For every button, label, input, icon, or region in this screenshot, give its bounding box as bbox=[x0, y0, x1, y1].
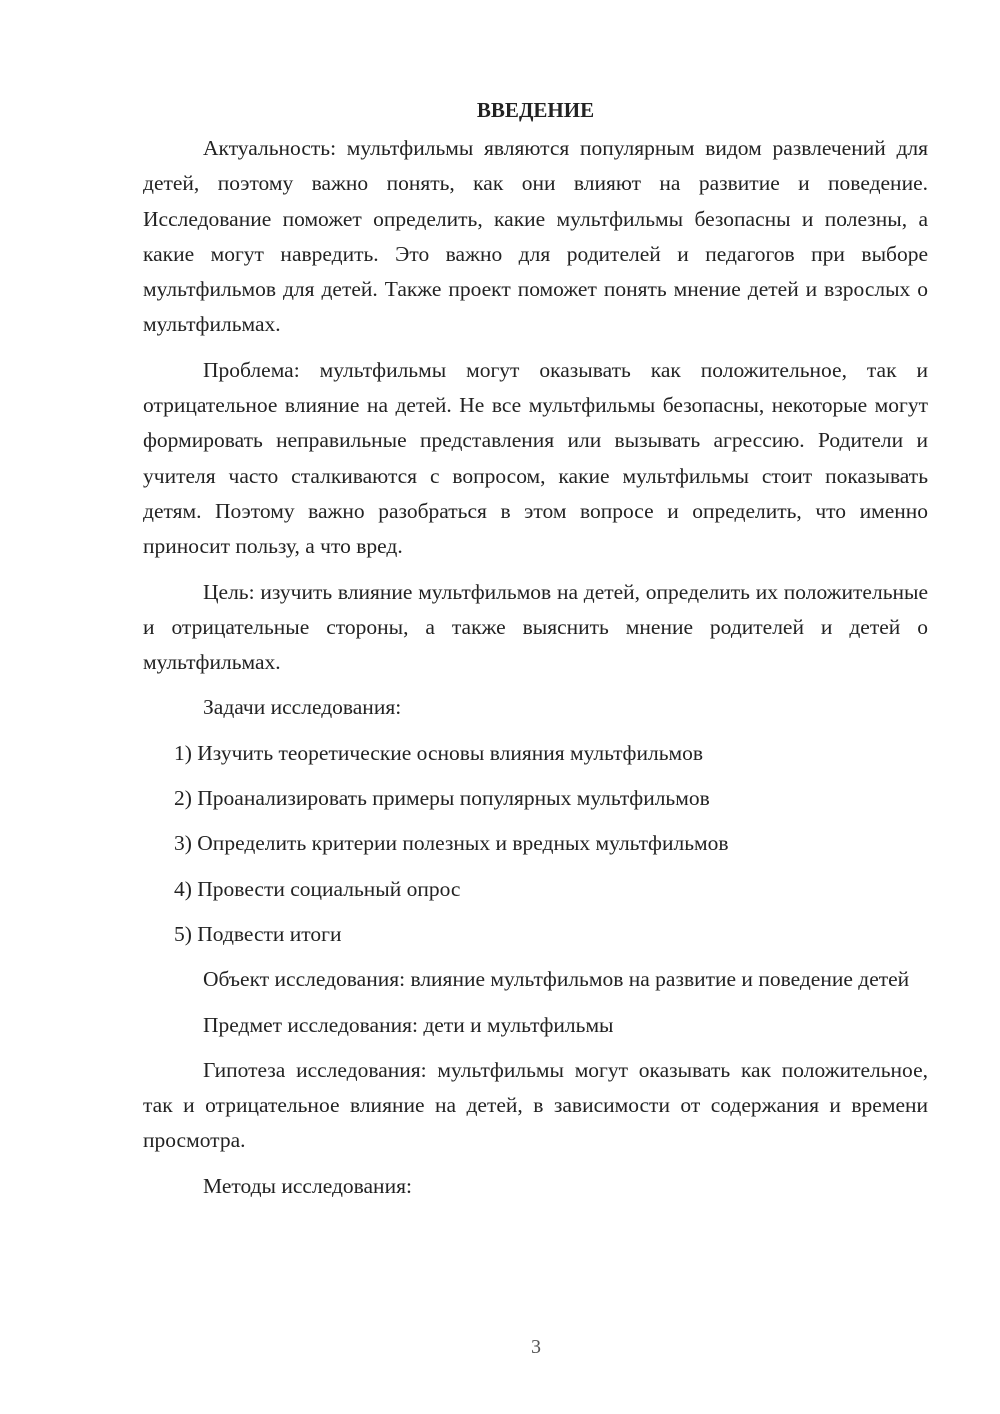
object-paragraph: Объект исследования: влияние мультфильмов на развитие и поведение детей bbox=[203, 967, 910, 992]
list-item: 2) Проанализировать примеры популярных мультфильмов bbox=[174, 786, 710, 811]
list-item: 5) Подвести итоги bbox=[174, 921, 342, 946]
relevance-paragraph: Актуальность: мультфильмы являются популярным видом развлечений для детей, поэтому важно понять, как они влияют на развитие и поведение. Исследование поможет определить, какие мультфильмы безопасны и полезны, а какие могут навредить. Это важно для родителей и педагогов при выборе мультфильмов для детей. Также проект поможет понять мнение детей и взрослых о мультфильмах. bbox=[143, 136, 928, 337]
goal-paragraph: Цель: изучить влияние мультфильмов на детей, определить их положительные и отрицательные стороны, а также выяснить мнение родителей и детей о мультфильмах. bbox=[143, 579, 928, 675]
tasks-heading: Задачи исследования: bbox=[203, 695, 402, 720]
section-title: ВВЕДЕНИЕ bbox=[476, 98, 595, 122]
problem-paragraph: Проблема: мультфильмы могут оказывать как положительное, так и отрицательное влияние на детей. Не все мультфильмы безопасны, некоторые могут формировать неправильные представления или вызывать агрессию. Родители и учителя часто сталкиваются с вопросом, какие мультфильмы стоит показывать детям. Поэтому важно разобраться в этом вопросе и определить, что именно приносит пользу, а что вред. bbox=[143, 357, 928, 559]
subject-paragraph: Предмет исследования: дети и мультфильмы bbox=[203, 1012, 614, 1037]
list-item: 3) Определить критерии полезных и вредных мультфильмов bbox=[174, 831, 729, 856]
list-item: 4) Провести социальный опрос bbox=[174, 876, 461, 901]
page-number: 3 bbox=[531, 1336, 541, 1358]
hypothesis-paragraph: Гипотеза исследования: мультфильмы могут оказывать как положительное, так и отрицательное влияние на детей, в зависимости от содержания и времени просмотра. bbox=[143, 1057, 928, 1153]
methods-heading: Методы исследования: bbox=[203, 1173, 412, 1198]
list-item: 1) Изучить теоретические основы влияния мультфильмов bbox=[174, 740, 704, 765]
tasks-list bbox=[143, 736, 928, 952]
page-content bbox=[143, 95, 928, 1214]
